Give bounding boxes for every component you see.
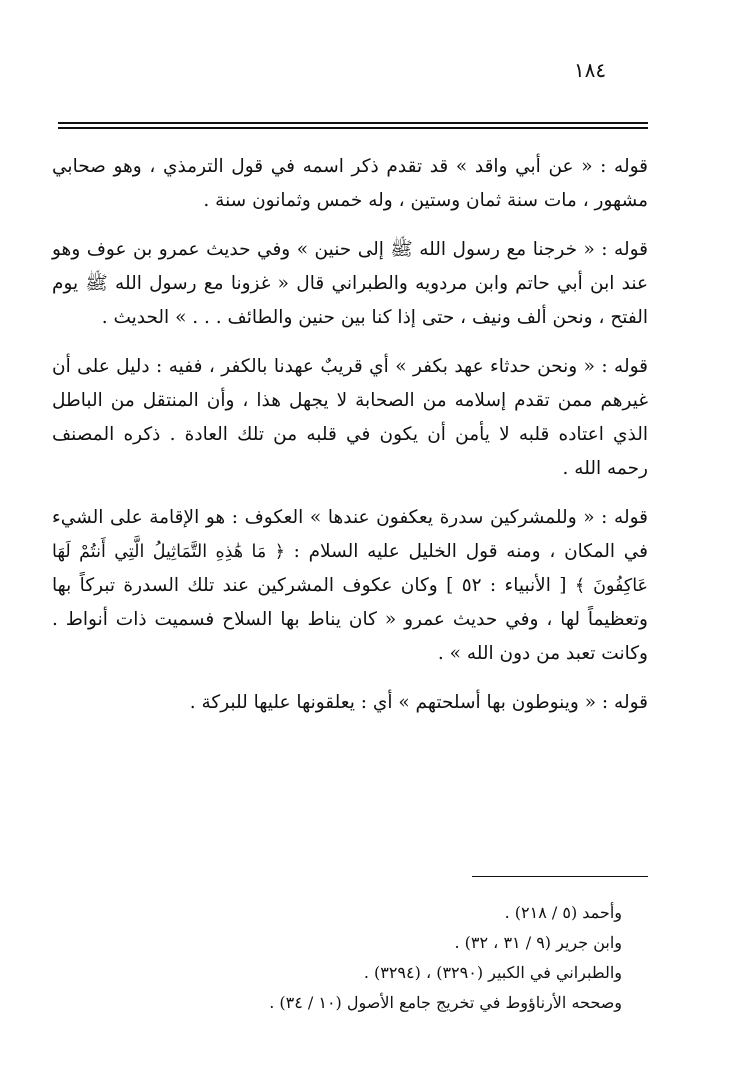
- paragraph-sidra: [52, 501, 648, 671]
- paragraph-hudatha: قوله : « ونحن حدثاء عهد بكفر » أي قريبٌ عهدنا بالكفر ، ففيه : دليل على أن غيرهم ممن تقدم إسلامه من الصحابة لا يجهل هذا ، وأن المنتقل من الباطل الذي اعتاده قلبه لا يأمن أن يكون في قلبه من تلك العادة . ذكره المصنف رحمه الله .: [52, 356, 648, 479]
- sidra-text-after: [ الأنبياء : ٥٢ ] وكان عكوف المشركين عند تلك السدرة تبركاً بها وتعظيماً لها ، وفي حديث عمرو « كان يناط بها السلاح فسميت ذات أنواط . وكانت تعبد من دون الله » .: [52, 575, 648, 664]
- footnotes: [160, 898, 622, 1018]
- footnote-separator: [472, 876, 648, 877]
- header-double-rule: [58, 122, 648, 129]
- footnote-item: وابن جرير (٩ / ٣١ ، ٣٢) .: [454, 933, 622, 952]
- paragraph-hunayn: قوله : « خرجنا مع رسول الله ﷺ إلى حنين » وفي حديث عمرو بن عوف وهو عند ابن أبي حاتم وابن مردويه والطبراني قال « غزونا مع رسول الله ﷺ يوم الفتح ، ونحن ألف ونيف ، حتى إذا كنا بين حنين والطائف . . . » الحديث .: [52, 239, 648, 328]
- quran-verse: ﴿ مَا هَٰذِهِ التَّمَاثِيلُ الَّتِي أَنتُمْ لَهَا عَاكِفُونَ ﴾: [52, 542, 649, 596]
- footnote-item: والطبراني في الكبير (٣٢٩٠) ، (٣٢٩٤) .: [363, 963, 622, 982]
- page-number: ١٨٤: [573, 58, 607, 82]
- footnote-item: وصححه الأرناؤوط في تخريج جامع الأصول (١٠ / ٣٤) .: [269, 993, 622, 1012]
- footnote-item: وأحمد (٥ / ٢١٨) .: [504, 903, 622, 922]
- paragraph-abu-waqid: قوله : « عن أبي واقد » قد تقدم ذكر اسمه في قول الترمذي ، وهو صحابي مشهور ، مات سنة ثمان وستين ، وله خمس وثمانون سنة .: [52, 156, 648, 211]
- sidra-text-before: قوله : « وللمشركين سدرة يعكفون عندها » العكوف : هو الإقامة على الشيء في المكان ، ومنه قول الخليل عليه السلام :: [52, 507, 648, 562]
- paragraph-yanutun: قوله : « وينوطون بها أسلحتهم » أي : يعلقونها عليها للبركة .: [189, 692, 648, 713]
- main-text: [52, 150, 648, 735]
